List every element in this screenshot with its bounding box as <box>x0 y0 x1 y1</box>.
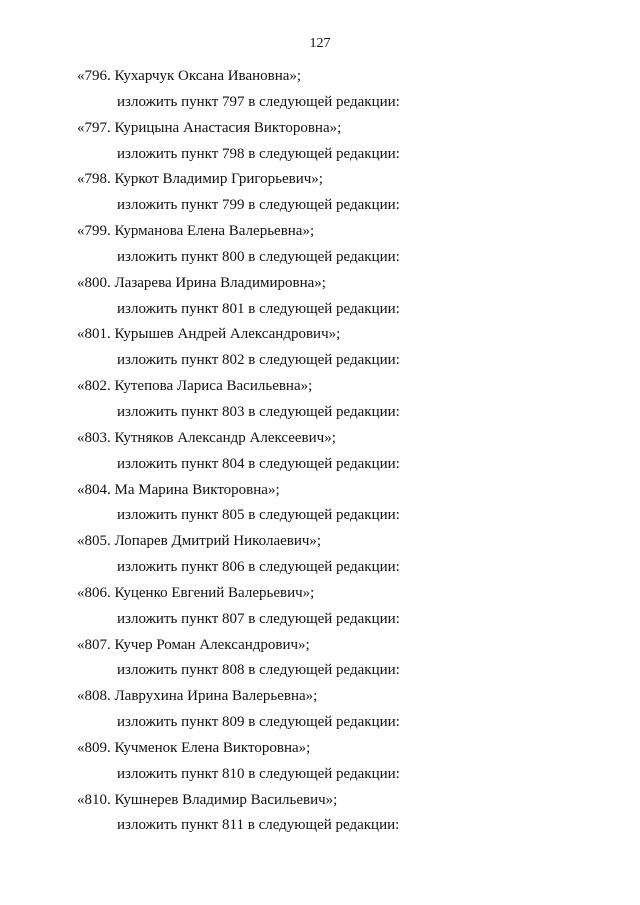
entry-instruction: изложить пункт 805 в следующей редакции: <box>117 507 400 524</box>
entry-instruction: изложить пункт 804 в следующей редакции: <box>117 455 400 472</box>
entry <box>0 581 640 633</box>
entry-instruction: изложить пункт 808 в следующей редакции: <box>117 662 400 679</box>
entry-instruction: изложить пункт 801 в следующей редакции: <box>117 300 400 317</box>
entry-instruction: изложить пункт 810 в следующей редакции: <box>117 765 400 782</box>
entry-instruction: изложить пункт 797 в следующей редакции: <box>117 93 400 110</box>
entry <box>0 116 640 168</box>
entry-instruction: изложить пункт 807 в следующей редакции: <box>117 610 400 627</box>
entry <box>0 426 640 478</box>
entry-instruction: изложить пункт 799 в следующей редакции: <box>117 197 400 214</box>
entry <box>0 374 640 426</box>
entry <box>0 633 640 685</box>
entry-instruction: изложить пункт 806 в следующей редакции: <box>117 559 400 576</box>
entry-instruction: изложить пункт 800 в следующей редакции: <box>117 248 400 265</box>
entry-name: «807. Кучер Роман Александрович»; <box>77 636 310 653</box>
entry <box>0 271 640 323</box>
entry <box>0 322 640 374</box>
entry-name: «799. Курманова Елена Валерьевна»; <box>77 223 315 240</box>
entry <box>0 788 640 840</box>
entry-name: «805. Лопарев Дмитрий Николаевич»; <box>77 533 322 550</box>
entry <box>0 167 640 219</box>
entry-name: «797. Курицына Анастасия Викторовна»; <box>77 119 342 136</box>
entry <box>0 478 640 530</box>
entry-name: «809. Кучменок Елена Викторовна»; <box>77 739 311 756</box>
entry-name: «801. Курышев Андрей Александрович»; <box>77 326 341 343</box>
entry-name: «804. Ма Марина Викторовна»; <box>77 481 280 498</box>
entry-name: «806. Куценко Евгений Валерьевич»; <box>77 584 315 601</box>
entry-instruction: изложить пункт 798 в следующей редакции: <box>117 145 400 162</box>
page-number: 127 <box>309 36 331 51</box>
entry-instruction: изложить пункт 802 в следующей редакции: <box>117 352 400 369</box>
entry-name: «803. Кутняков Александр Алексеевич»; <box>77 429 336 446</box>
entry <box>0 736 640 788</box>
entry <box>0 529 640 581</box>
entry-name: «798. Куркот Владимир Григорьевич»; <box>77 171 323 188</box>
entry <box>0 64 640 116</box>
entry-list <box>0 64 640 839</box>
entry <box>0 219 640 271</box>
entry-instruction: изложить пункт 803 в следующей редакции: <box>117 403 400 420</box>
entry-name: «800. Лазарева Ирина Владимировна»; <box>77 274 326 291</box>
entry-instruction: изложить пункт 811 в следующей редакции: <box>117 817 400 834</box>
entry-name: «802. Кутепова Лариса Васильевна»; <box>77 378 313 395</box>
entry-name: «810. Кушнерев Владимир Васильевич»; <box>77 791 338 808</box>
entry <box>0 684 640 736</box>
entry-instruction: изложить пункт 809 в следующей редакции: <box>117 714 400 731</box>
entry-name: «808. Лаврухина Ирина Валерьевна»; <box>77 688 318 705</box>
entry-name: «796. Кухарчук Оксана Ивановна»; <box>77 68 302 84</box>
